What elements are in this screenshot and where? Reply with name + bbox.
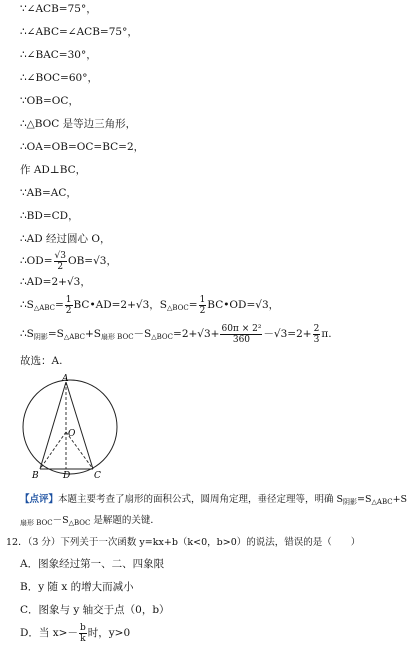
shade-frac-2 — [313, 324, 321, 345]
area-text-d: = — [188, 299, 198, 311]
option-d-frac-den: k — [80, 633, 86, 644]
shade-sub-1: 阴影 — [33, 333, 48, 341]
option-c: C．图象与 y 轴交于点（0，b） — [20, 604, 170, 616]
area-frac-2 — [199, 295, 207, 316]
option-d-text-a: D．当 x>－ — [20, 627, 78, 639]
area-text-a: ∴S — [20, 299, 34, 311]
proof-line-9: ∵AB=AC， — [20, 187, 77, 199]
geometry-figure — [18, 374, 126, 482]
label-D: D — [63, 471, 71, 481]
shade-frac-1 — [220, 324, 262, 345]
proof-line-15 — [20, 322, 332, 349]
area-text-e: BC•OD=√3， — [207, 299, 280, 311]
od-frac-num: √3 — [54, 250, 66, 261]
area-sub-abc: △ABC — [33, 304, 55, 312]
comment-line-1 — [20, 493, 407, 509]
comment-sub-2: △ABC — [371, 498, 393, 506]
proof-line-8: 作 AD⊥BC， — [20, 164, 87, 176]
area-text-c: BC•AD=2+√3，S — [73, 299, 167, 311]
proof-line-12 — [20, 250, 117, 272]
proof-line-3: ∴∠BAC=30°， — [20, 49, 97, 61]
option-a: A．图象经过第一、二、四象限 — [20, 558, 165, 570]
shade-frac2-den: 3 — [313, 334, 320, 345]
shade-text-b: =S — [47, 328, 64, 340]
comment-line-2 — [20, 514, 160, 530]
shade-text-e: =2+√3+ — [173, 328, 220, 340]
option-d-frac-num: b — [79, 622, 86, 633]
comment-text-2: =S — [357, 494, 372, 505]
proof-line-2: ∴∠ABC=∠ACB=75°， — [20, 26, 138, 38]
comment-text-1: 本题主要考查了扇形的面积公式，圆周角定理，垂径定理等，明确 S — [58, 494, 344, 505]
segment-AC — [66, 382, 93, 469]
od-text-b: OB=√3， — [67, 255, 117, 267]
proof-line-11: ∴AD 经过圆心 O， — [20, 233, 111, 245]
segment-AB — [40, 382, 66, 469]
od-text: ∴OD= — [20, 255, 53, 267]
od-fraction — [54, 251, 67, 272]
comment-text-3: +S — [392, 494, 408, 505]
segment-OB-dashed — [40, 432, 66, 469]
answer-line: 故选：A. — [20, 355, 63, 367]
option-b: B．y 随 x 的增大而减小 — [20, 581, 134, 593]
shade-sub-3: 扇形 BOC — [100, 333, 134, 341]
shade-text-c: +S — [84, 328, 101, 340]
shade-text-d: －S — [133, 328, 152, 340]
shade-sub-4: △BOC — [151, 333, 174, 341]
area-text-b: = — [54, 299, 64, 311]
comment-sub-4: △BOC — [68, 519, 91, 527]
option-d — [20, 622, 130, 644]
comment-tag: 【点评】 — [20, 494, 59, 505]
label-A: A — [62, 374, 69, 384]
label-B: B — [32, 471, 39, 481]
shade-text-f: －√3=2+ — [263, 328, 312, 340]
shade-text-g: π. — [321, 328, 332, 340]
option-d-text-b: 时，y>0 — [87, 627, 131, 639]
od-frac-den: 2 — [57, 261, 64, 272]
comment-sub-3: 扇形 BOC — [20, 519, 53, 527]
shade-sub-2: △ABC — [63, 333, 85, 341]
option-d-fraction — [79, 623, 87, 644]
frac1-num: 1 — [65, 294, 72, 305]
proof-line-5: ∵OB=OC， — [20, 95, 79, 107]
shade-text-a: ∴S — [20, 328, 34, 340]
area-frac-1 — [65, 295, 73, 316]
frac2-den: 2 — [199, 305, 206, 316]
shade-frac2-num: 2 — [313, 323, 320, 334]
area-sub-boc: △BOC — [166, 304, 189, 312]
proof-line-6: ∴△BOC 是等边三角形， — [20, 118, 137, 130]
proof-line-13: ∴AD=2+√3， — [20, 276, 91, 288]
comment-text-4: －S — [52, 515, 69, 526]
question-stem: 12．（3 分）下列关于一次函数 y=kx+b（k<0，b>0）的说法，错误的是（ ） — [6, 537, 361, 548]
label-C: C — [94, 471, 101, 481]
shade-frac1-num: 60π × 2² — [221, 323, 262, 334]
proof-line-14 — [20, 294, 279, 319]
proof-line-7: ∴OA=OB=OC=BC=2， — [20, 141, 145, 153]
proof-line-10: ∴BD=CD， — [20, 210, 79, 222]
proof-line-4: ∴∠BOC=60°， — [20, 72, 98, 84]
frac1-den: 2 — [65, 305, 72, 316]
label-O: O — [68, 429, 76, 439]
shade-frac1-den: 360 — [232, 334, 251, 345]
comment-sub-1: 阴影 — [343, 498, 358, 506]
proof-line-1: ∵∠ACB=75°， — [20, 3, 97, 15]
frac2-num: 1 — [199, 294, 206, 305]
comment-text-5: 是解题的关键． — [90, 515, 160, 526]
